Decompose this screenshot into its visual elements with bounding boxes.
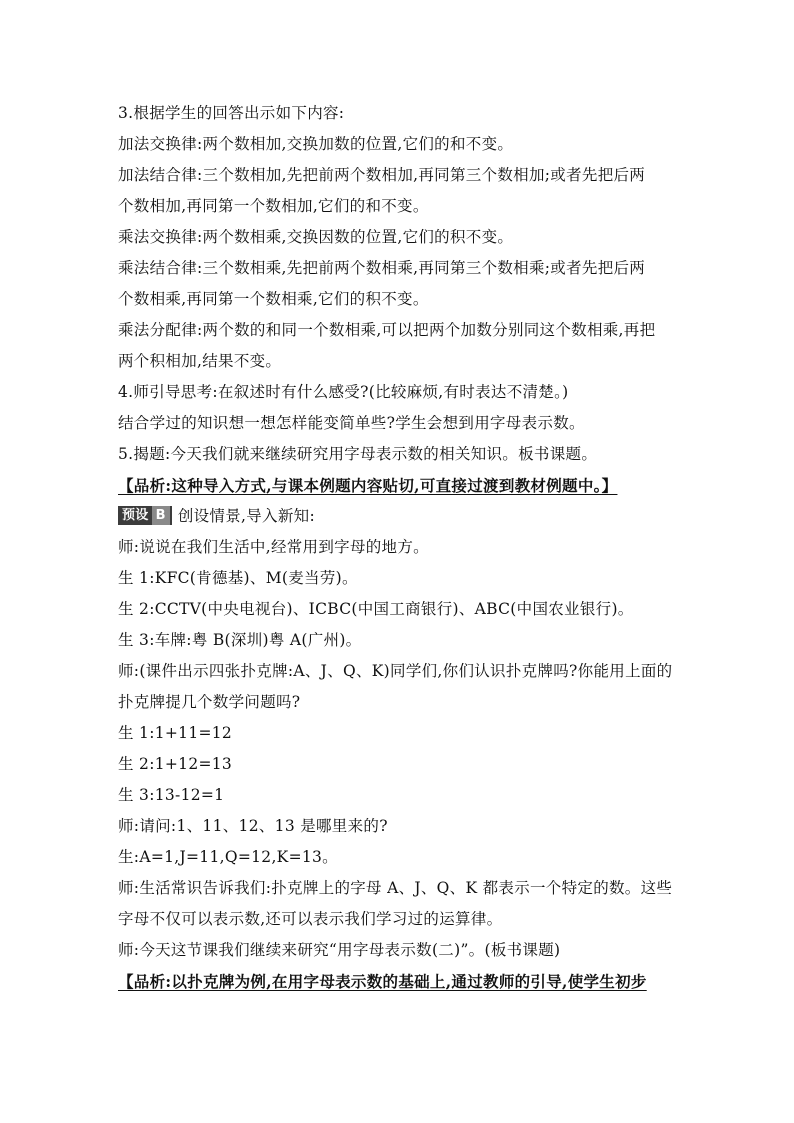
- paragraph-step-4: 4.师引导思考:在叙述时有什么感受?(比较麻烦,有时表达不清楚。): [118, 383, 569, 401]
- teacher-line-2a: 师:(课件出示四张扑克牌:A、J、Q、K)同学们,你们认识扑克牌吗?你能用上面的: [118, 662, 673, 680]
- student-2-answer: 生 2:CCTV(中央电视台)、ICBC(中国工商银行)、ABC(中国农业银行)。: [118, 600, 634, 618]
- paragraph-step-3: 3.根据学生的回答出示如下内容:: [118, 104, 345, 122]
- student-3-answer: 生 3:车牌:粤 B(深圳)粤 A(广州)。: [118, 631, 362, 649]
- student-2-equation: 生 2:1+12=13: [118, 755, 233, 773]
- teacher-line-3: 师:请问:1、11、12、13 是哪里来的?: [118, 817, 388, 835]
- addition-associative-law-line-2: 个数相加,再同第一个数相加,它们的和不变。: [118, 197, 429, 215]
- preset-b-title: 创设情景,导入新知:: [177, 507, 315, 525]
- student-1-answer: 生 1:KFC(肯德基)、M(麦当劳)。: [118, 569, 358, 587]
- distributive-law-line-1: 乘法分配律:两个数的和同一个数相乘,可以把两个加数分别同这个数相乘,再把: [118, 321, 656, 339]
- analysis-note-1: 【品析:这种导入方式,与课本例题内容贴切,可直接过渡到教材例题中。】: [118, 476, 618, 495]
- paragraph-step-5: 5.揭题:今天我们就来继续研究用字母表示数的相关知识。板书课题。: [118, 445, 598, 463]
- student-3-equation: 生 3:13-12=1: [118, 786, 225, 804]
- preset-b-heading: [118, 501, 688, 532]
- preset-badge: [118, 506, 172, 525]
- analysis-note-2: 【品析:以扑克牌为例,在用字母表示数的基础上,通过教师的引导,使学生初步: [118, 972, 647, 991]
- teacher-line-2b: 扑克牌提几个数学问题吗?: [118, 693, 301, 711]
- paragraph-step-4-followup: 结合学过的知识想一想怎样能变简单些?学生会想到用字母表示数。: [118, 414, 585, 432]
- student-answer-values: 生:A=1,J=11,Q=12,K=13。: [118, 848, 338, 866]
- addition-associative-law-line-1: 加法结合律:三个数相加,先把前两个数相加,再同第三个数相加;或者先把后两: [118, 166, 646, 184]
- lesson-text: [118, 98, 688, 997]
- teacher-line-4b: 字母不仅可以表示数,还可以表示我们学习过的运算律。: [118, 910, 503, 928]
- multiplication-associative-law-line-1: 乘法结合律:三个数相乘,先把前两个数相乘,再同第三个数相乘;或者先把后两: [118, 259, 646, 277]
- teacher-line-5: 师:今天这节课我们继续来研究“用字母表示数(二)”。(板书课题): [118, 941, 561, 959]
- addition-commutative-law: 加法交换律:两个数相加,交换加数的位置,它们的和不变。: [118, 135, 514, 153]
- student-1-equation: 生 1:1+11=12: [118, 724, 233, 742]
- multiplication-commutative-law: 乘法交换律:两个数相乘,交换因数的位置,它们的积不变。: [118, 228, 514, 246]
- multiplication-associative-law-line-2: 个数相乘,再同第一个数相乘,它们的积不变。: [118, 290, 429, 308]
- teacher-line-1: 师:说说在我们生活中,经常用到字母的地方。: [118, 538, 429, 556]
- preset-badge-letter: B: [152, 506, 170, 525]
- teacher-line-4a: 师:生活常识告诉我们:扑克牌上的字母 A、J、Q、K 都表示一个特定的数。这些: [118, 879, 673, 897]
- preset-badge-label: 预设: [122, 508, 149, 523]
- distributive-law-line-2: 两个积相加,结果不变。: [118, 352, 282, 370]
